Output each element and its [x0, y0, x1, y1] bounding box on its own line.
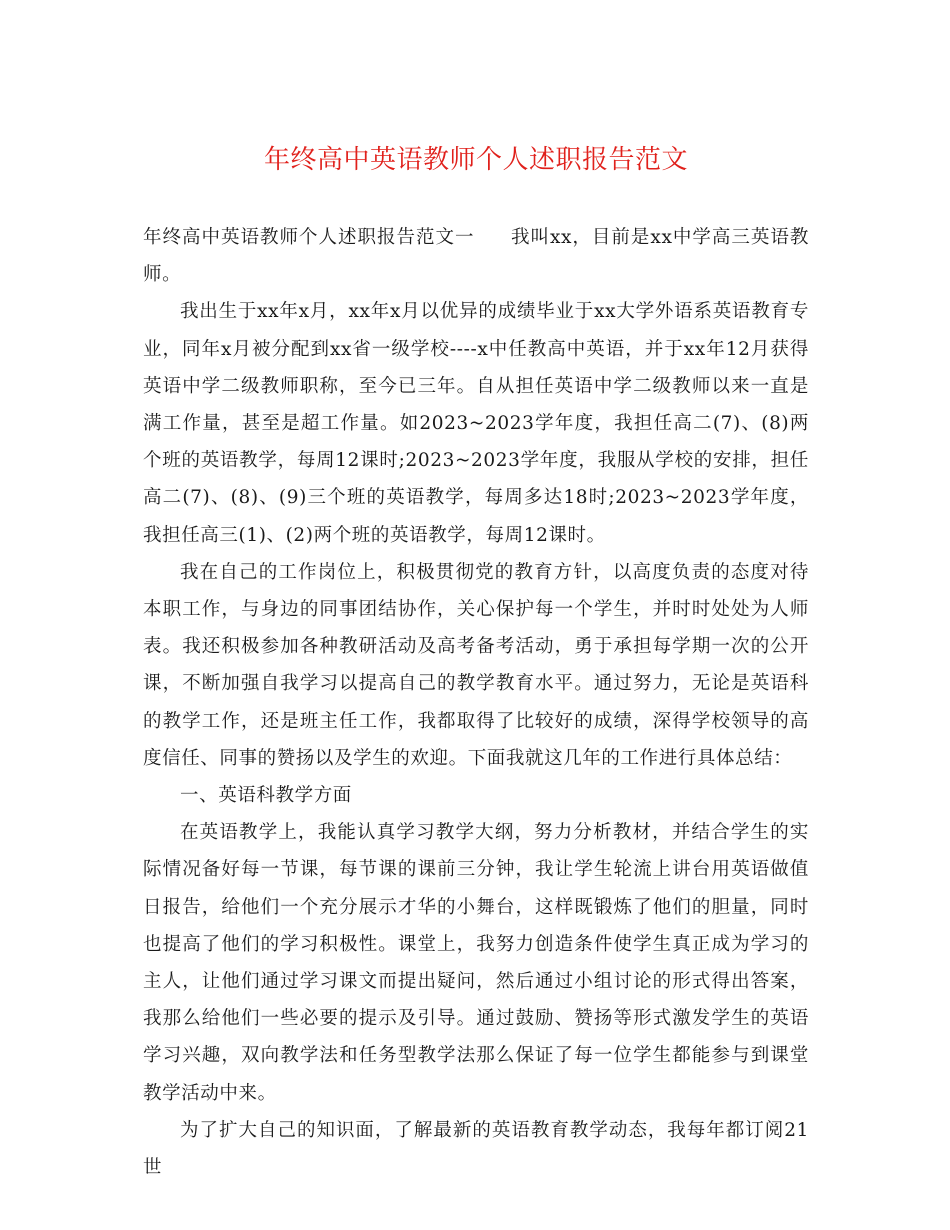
document-body: [143, 140, 809, 1186]
section-heading-english-teaching: 一、英语科教学方面: [180, 785, 352, 807]
paragraph-teaching-methods: 在英语教学上，我能认真学习教学大纲，努力分析教材，并结合学生的实际情况备好每一节课，每节课的课前三分钟，我让学生轮流上讲台用英语做值日报告，给他们一个充分展示才华的小舞台，这样既锻炼了他们的胆量，同时也提高了他们的学习积极性。课堂上，我努力创造条件使学生真正成为学习的主人，让他们通过学习课文而提出疑问，然后通过小组讨论的形式得出答案，我那么给他们一些必要的提示及引导。通过鼓励、赞扬等形式激发学生的英语学习兴趣，双向教学法和任务型教学法那么保证了每一位学生都能参与到课堂教学活动中来。: [143, 822, 809, 1104]
document-title: 年终高中英语教师个人述职报告范文: [263, 145, 688, 175]
paragraph-work-attitude: 我在自己的工作岗位上，积极贯彻党的教育方针，以高度负责的态度对待本职工作，与身边的同事团结协作，关心保护每一个学生，并时时处处为人师表。我还积极参加各种教研活动及高考备考活动，勇于承担每学期一次的公开课，不断加强自我学习以提高自己的教学教育水平。通过努力，无论是英语科的教学工作，还是班主任工作，我都取得了比较好的成绩，深得学校领导的高度信任、同事的赞扬以及学生的欢迎。下面我就这几年的工作进行具体总结：: [143, 561, 809, 769]
intro-paragraph: [143, 219, 809, 293]
paragraph-background: 我出生于xx年x月，xx年x月以优异的成绩毕业于xx大学外语系英语教育专业，同年x月被分配到xx省一级学校----x中任教高中英语，并于xx年12月获得英语中学二级教师职称，至今已三年。自从担任英语中学二级教师以来一直是满工作量，甚至是超工作量。如2023~2023学年度，我担任高二(7)、(8)两个班的英语教学，每周12课时;2023~2023学年度，我服从学校的安排，担任高二(7)、(8)、(9)三个班的英语教学，每周多达18时;2023~2023学年度，我担任高三(1)、(2)两个班的英语教学，每周12课时。: [143, 301, 809, 546]
intro-text: 我叫xx，目前是xx中学高三英语教师。: [143, 227, 810, 286]
intro-heading: 年终高中英语教师个人述职报告范文一: [143, 227, 475, 248]
paragraph-knowledge-expansion: 为了扩大自己的知识面，了解最新的英语教育教学动态，我每年都订阅21世: [143, 1119, 809, 1179]
